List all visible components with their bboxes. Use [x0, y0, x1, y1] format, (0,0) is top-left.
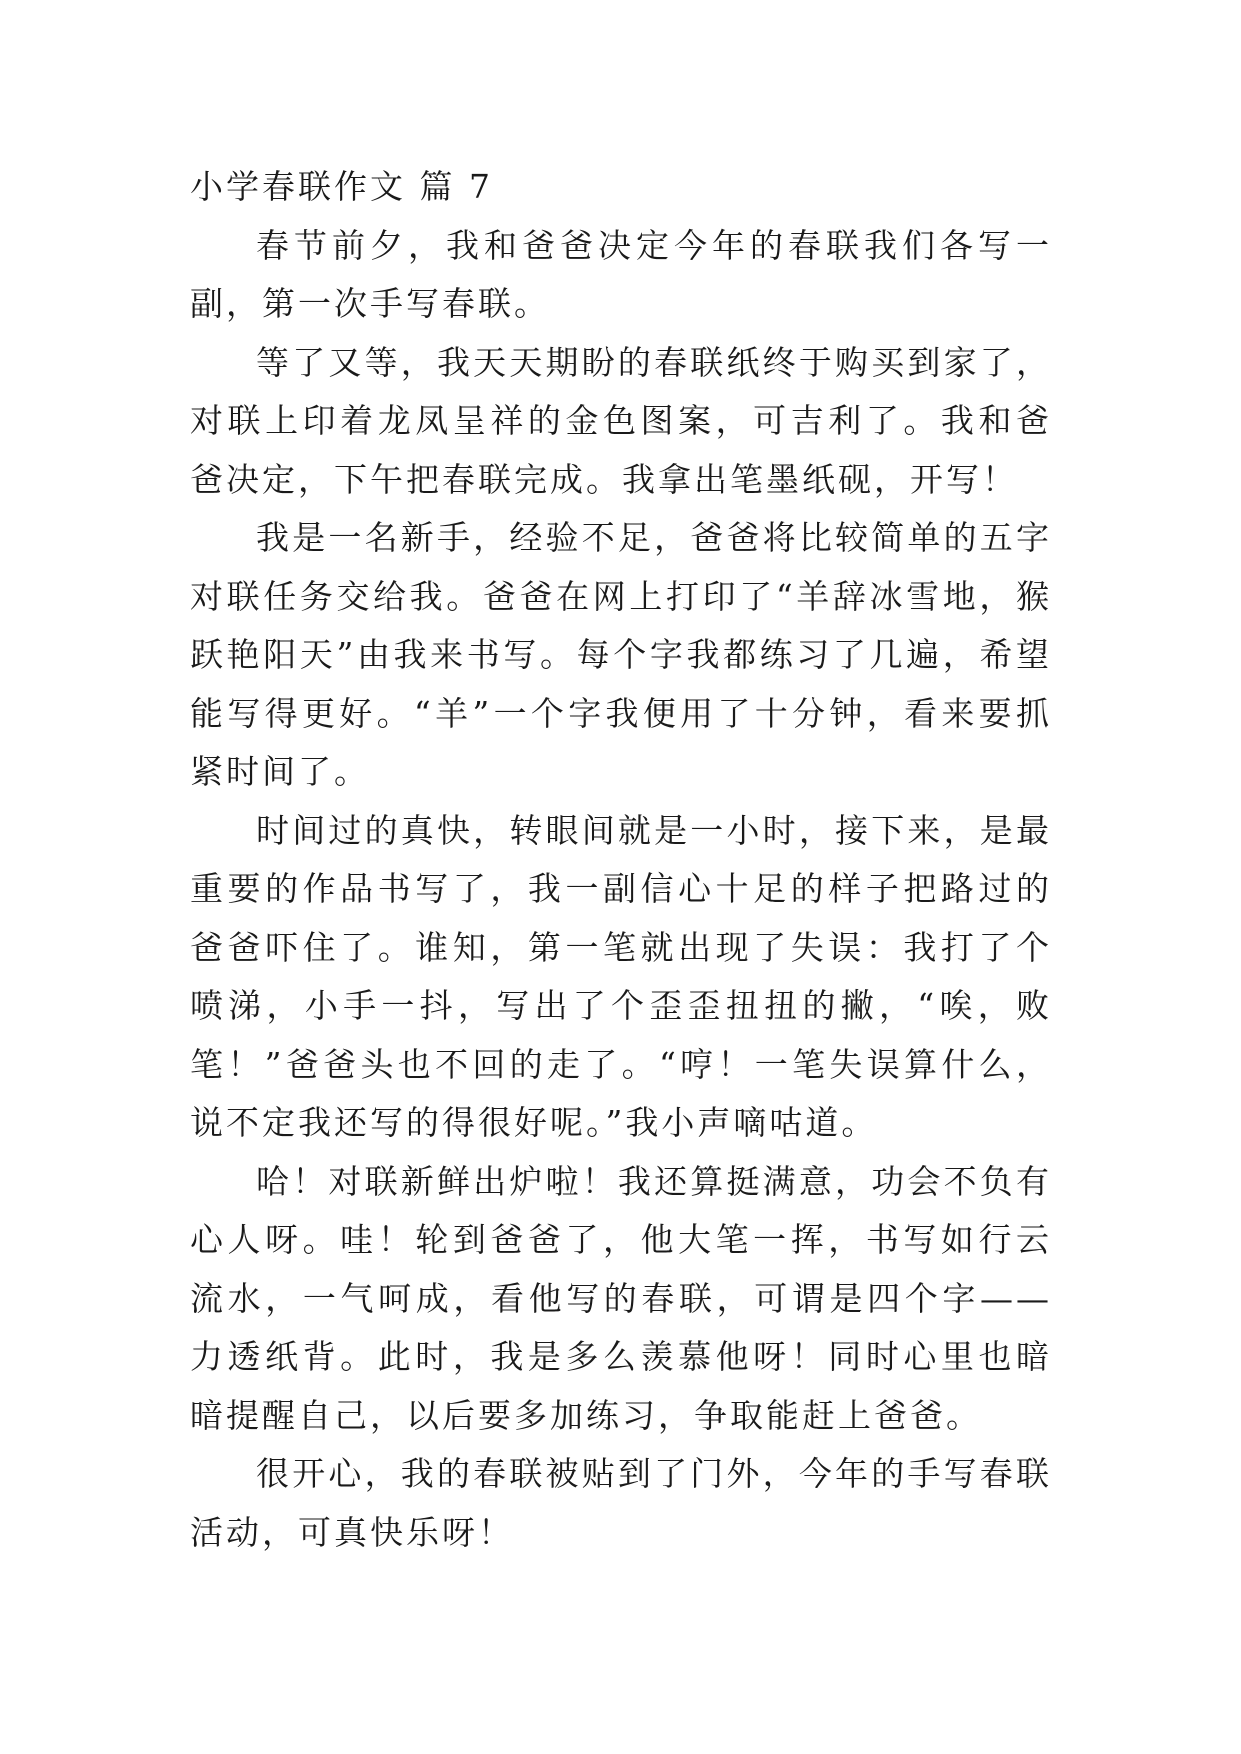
paragraph-6: 很开心，我的春联被贴到了门外，今年的手写春联活动，可真快乐呀！ [190, 1454, 1052, 1552]
paragraph-5: 哈！对联新鲜出炉啦！我还算挺满意，功会不负有心人呀。哇！轮到爸爸了，他大笔一挥，书写如行云流水，一气呵成，看他写的春联，可谓是四个字——力透纸背。此时，我是多么羡慕他呀！同时心里也暗暗提醒自己，以后要多加练习，争取能赶上爸爸。 [190, 1161, 1052, 1435]
paragraph-3: 我是一名新手，经验不足，爸爸将比较简单的五字对联任务交给我。爸爸在网上打印了“羊辞冰雪地，猴跃艳阳天”由我来书写。每个字我都练习了几遍，希望能写得更好。“羊”一个字我便用了十分钟，看来要抓紧时间了。 [190, 518, 1052, 791]
essay-body [190, 158, 1052, 1562]
paragraph-1: 春节前夕，我和爸爸决定今年的春联我们各写一副，第一次手写春联。 [190, 225, 1052, 323]
paragraph-4: 时间过的真快，转眼间就是一小时，接下来，是最重要的作品书写了，我一副信心十足的样子把路过的爸爸吓住了。谁知，第一笔就出现了失误：我打了个喷涕，小手一抖，写出了个歪歪扭扭的撇，“唉，败笔！”爸爸头也不回的走了。“哼！一笔失误算什么，说不定我还写的得很好呢。”我小声嘀咕道。 [190, 810, 1052, 1142]
paragraph-2: 等了又等，我天天期盼的春联纸终于购买到家了，对联上印着龙凤呈祥的金色图案，可吉利了。我和爸爸决定，下午把春联完成。我拿出笔墨纸砚，开写！ [190, 342, 1052, 499]
essay-title: 小学春联作文 篇 7 [190, 167, 493, 206]
